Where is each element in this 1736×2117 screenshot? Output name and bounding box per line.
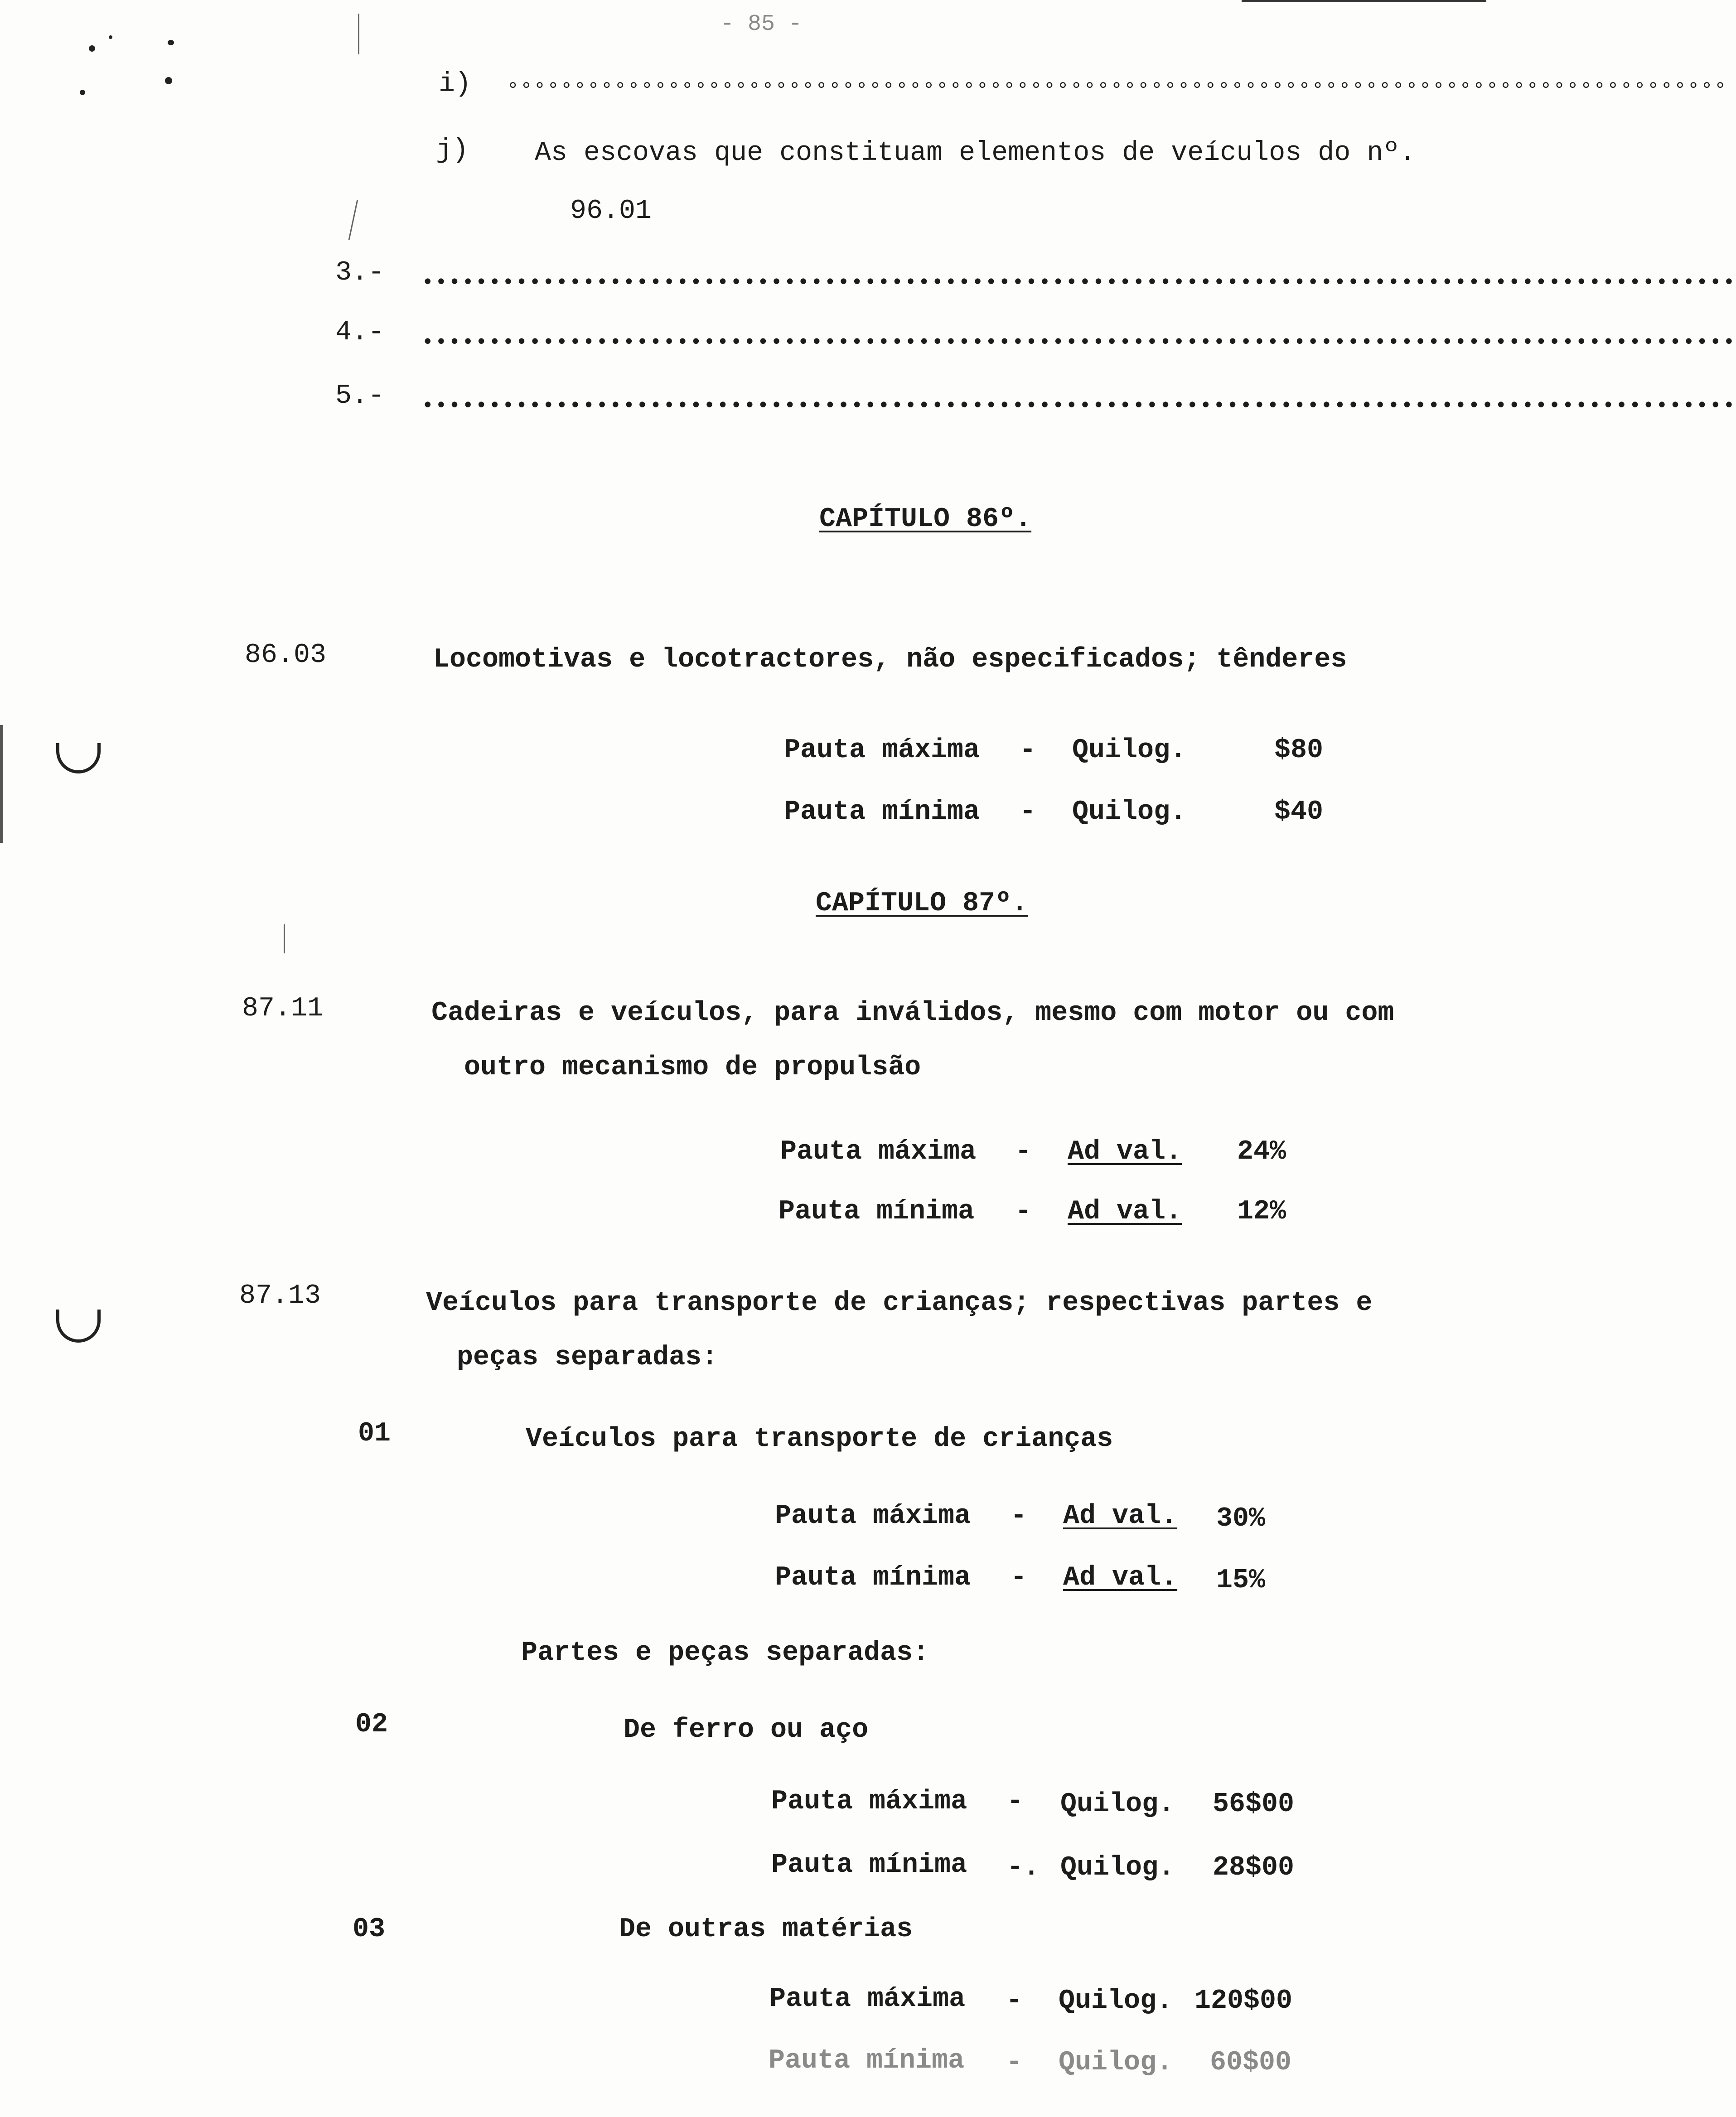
page-number: - 85 - <box>721 11 803 37</box>
rate-dash: - <box>1006 2047 1023 2078</box>
item-j-text: As escovas que constituam elementos de veículos do nº. <box>535 138 1416 169</box>
pencil-mark <box>284 924 285 953</box>
tariff-description-8711-line1: Cadeiras e veículos, para inválidos, mesmo com motor ou com <box>431 998 1394 1029</box>
rate-dash: - <box>1006 1986 1023 2016</box>
speck <box>80 90 85 95</box>
speck <box>109 35 112 39</box>
rate-value: 30% <box>1216 1503 1266 1534</box>
rate-label: Pauta máxima <box>775 1501 971 1532</box>
tariff-description-8603: Locomotivas e locotractores, não especificados; tênderes <box>433 644 1347 675</box>
pencil-mark <box>358 14 359 54</box>
rate-dash: - <box>1011 1562 1027 1593</box>
tariff-code-8711: 87.11 <box>242 993 324 1024</box>
rate-label: Pauta máxima <box>771 1786 967 1817</box>
item-label-j: j) <box>436 135 469 166</box>
rate-unit: Quilog. <box>1072 735 1187 766</box>
rate-value: $80 <box>1274 735 1324 766</box>
rate-label: Pauta mínima <box>775 1562 971 1593</box>
dotted-leader-3: •••••••••••••••••••••••••••••••••••••••••••••••••••••••••••••••••••••••••••••••••••••••••••••••••• <box>421 271 1736 295</box>
rate-unit: Quilog. <box>1060 1852 1175 1883</box>
item-j-continuation: 96.01 <box>570 196 652 227</box>
edge-mark <box>0 725 3 843</box>
rate-unit: Quilog. <box>1059 2047 1173 2078</box>
subheading-description-01: Veículos para transporte de crianças <box>526 1424 1113 1455</box>
item-label-i: i) <box>439 69 472 100</box>
chapter-87-title: CAPÍTULO 87º. <box>816 888 1028 919</box>
speck <box>165 77 172 84</box>
rate-dash: - <box>1015 1136 1032 1167</box>
rate-dash: - <box>1020 797 1036 827</box>
pencil-mark <box>348 200 358 240</box>
rate-unit: Quilog. <box>1072 797 1187 827</box>
dotted-leader-4: •••••••••••••••••••••••••••••••••••••••••••••••••••••••••••••••••••••••••••••••••••••••••••••••••• <box>421 331 1736 354</box>
rate-value: $40 <box>1274 797 1324 827</box>
dotted-leader-i: °°°°°°°°°°°°°°°°°°°°°°°°°°°°°°°°°°°°°°°°°°°°°°°°°°°°°°°°°°°°°°°°°°°°°°°°°°°°°°°°°°°°°°°°°°° <box>507 79 1728 102</box>
chapter-86-title: CAPÍTULO 86º. <box>819 504 1032 535</box>
binder-hole-mark <box>56 743 101 773</box>
rate-unit: Quilog. <box>1060 1789 1175 1820</box>
subheading-description-03: De outras matérias <box>619 1914 913 1945</box>
speck <box>89 45 95 52</box>
rate-dash: - <box>1020 735 1036 766</box>
rate-dash: - <box>1015 1196 1032 1227</box>
rate-unit: Quilog. <box>1059 1986 1173 2016</box>
item-label-5: 5.- <box>335 381 385 411</box>
tariff-description-8713-line2: peças separadas: <box>457 1342 718 1373</box>
subheading-code-02: 02 <box>355 1709 388 1740</box>
rate-unit: Ad val. <box>1063 1562 1178 1593</box>
rate-value: 24% <box>1237 1136 1286 1167</box>
rate-value: 120$00 <box>1194 1986 1293 2016</box>
rate-dash: -. <box>1007 1852 1040 1883</box>
tariff-description-8711-line2: outro mecanismo de propulsão <box>464 1052 921 1083</box>
tariff-description-8713-line1: Veículos para transporte de crianças; respectivas partes e <box>426 1288 1373 1319</box>
binder-hole-mark <box>56 1310 101 1343</box>
rate-unit: Ad val. <box>1068 1196 1182 1227</box>
item-label-3: 3.- <box>335 257 385 288</box>
rate-unit: Ad val. <box>1063 1501 1178 1532</box>
top-edge-rule <box>1242 0 1486 2</box>
parts-heading: Partes e peças separadas: <box>521 1638 929 1668</box>
rate-dash: - <box>1011 1501 1027 1532</box>
rate-value: 12% <box>1237 1196 1286 1227</box>
rate-label: Pauta mínima <box>771 1850 967 1880</box>
subheading-code-03: 03 <box>353 1914 386 1945</box>
speck <box>168 40 174 45</box>
rate-label: Pauta mínima <box>779 1196 975 1227</box>
item-label-4: 4.- <box>335 317 385 348</box>
tariff-code-8713: 87.13 <box>239 1281 321 1311</box>
rate-value: 15% <box>1216 1565 1266 1596</box>
rate-label: Pauta máxima <box>784 735 980 766</box>
rate-value: 28$00 <box>1213 1852 1295 1883</box>
rate-unit: Ad val. <box>1068 1136 1182 1167</box>
subheading-code-01: 01 <box>358 1418 391 1449</box>
rate-label: Pauta mínima <box>784 797 980 827</box>
subheading-description-02: De ferro ou aço <box>624 1715 869 1745</box>
rate-value: 56$00 <box>1213 1789 1295 1820</box>
rate-label: Pauta máxima <box>769 1984 966 2015</box>
rate-label: Pauta máxima <box>780 1136 977 1167</box>
rate-label: Pauta mínima <box>769 2045 965 2076</box>
rate-dash: - <box>1007 1786 1024 1817</box>
rate-value: 60$00 <box>1210 2047 1292 2078</box>
tariff-code-8603: 86.03 <box>245 640 327 671</box>
dotted-leader-5: •••••••••••••••••••••••••••••••••••••••••••••••••••••••••••••••••••••••••••••••••••••••••••••••••• <box>421 394 1736 418</box>
